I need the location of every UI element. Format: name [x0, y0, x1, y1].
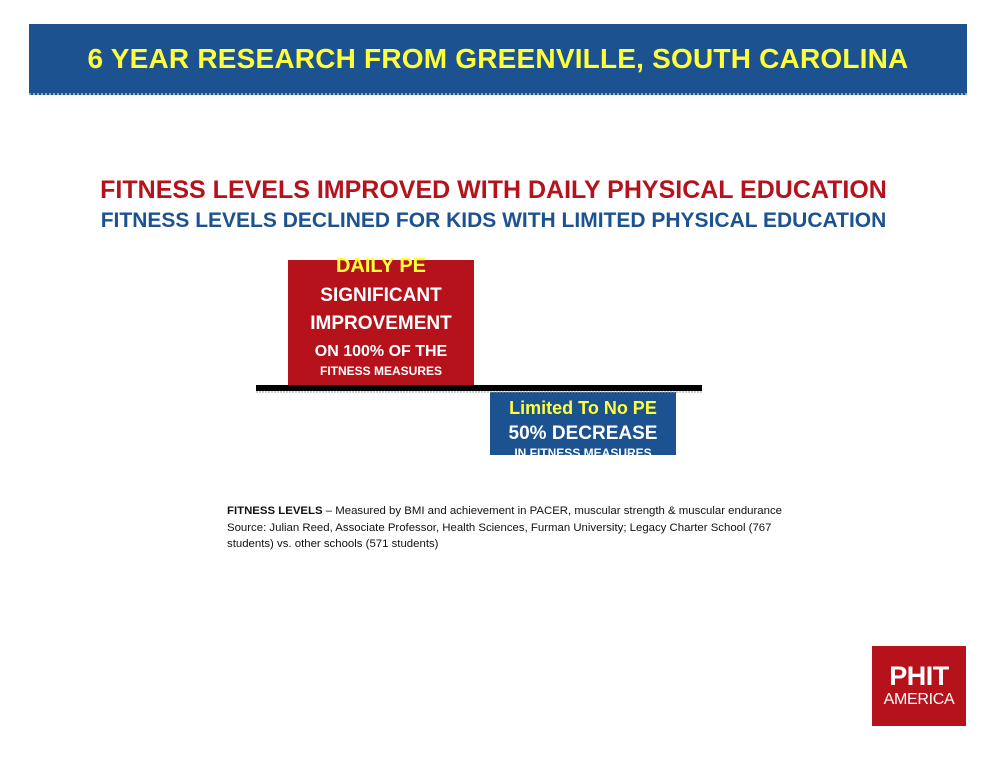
bar-label-title: Limited To No PE	[509, 398, 657, 418]
bar-label-line: FITNESS MEASURES	[319, 364, 443, 378]
page-title: 6 YEAR RESEARCH FROM GREENVILLE, SOUTH CAROLINA	[87, 42, 909, 74]
footnote-term: FITNESS LEVELS	[227, 505, 323, 517]
footnote-definition: – Measured by BMI and achievement in PACER, muscular strength & muscular endurance	[322, 505, 783, 517]
headline-declined: FITNESS LEVELS DECLINED FOR KIDS WITH LIMITED PHYSICAL EDUCATION	[100, 209, 887, 232]
headline-improved: FITNESS LEVELS IMPROVED WITH DAILY PHYSICAL EDUCATION	[100, 176, 887, 204]
footnote	[227, 503, 797, 553]
bar-label-line: ON 100% OF THE	[314, 343, 448, 360]
bar-label-line: 50% DECREASE	[508, 423, 658, 444]
footnote-source: Source: Julian Reed, Associate Professor, Health Sciences, Furman University; Legacy Charter School (767 students) vs. other schools (571 students)	[227, 521, 772, 550]
bar-label-line: SIGNIFICANT	[320, 285, 442, 306]
bar-label-title: DAILY PE	[335, 255, 427, 277]
logo-bottom-text: AMERICA	[883, 691, 955, 708]
logo-top-text: PHIT	[889, 661, 949, 691]
bar-label-line: IMPROVEMENT	[310, 313, 452, 334]
bar-label-line: IN FITNESS MEASURES	[514, 446, 652, 460]
chart-baseline	[256, 385, 702, 391]
phit-america-logo	[872, 646, 966, 726]
